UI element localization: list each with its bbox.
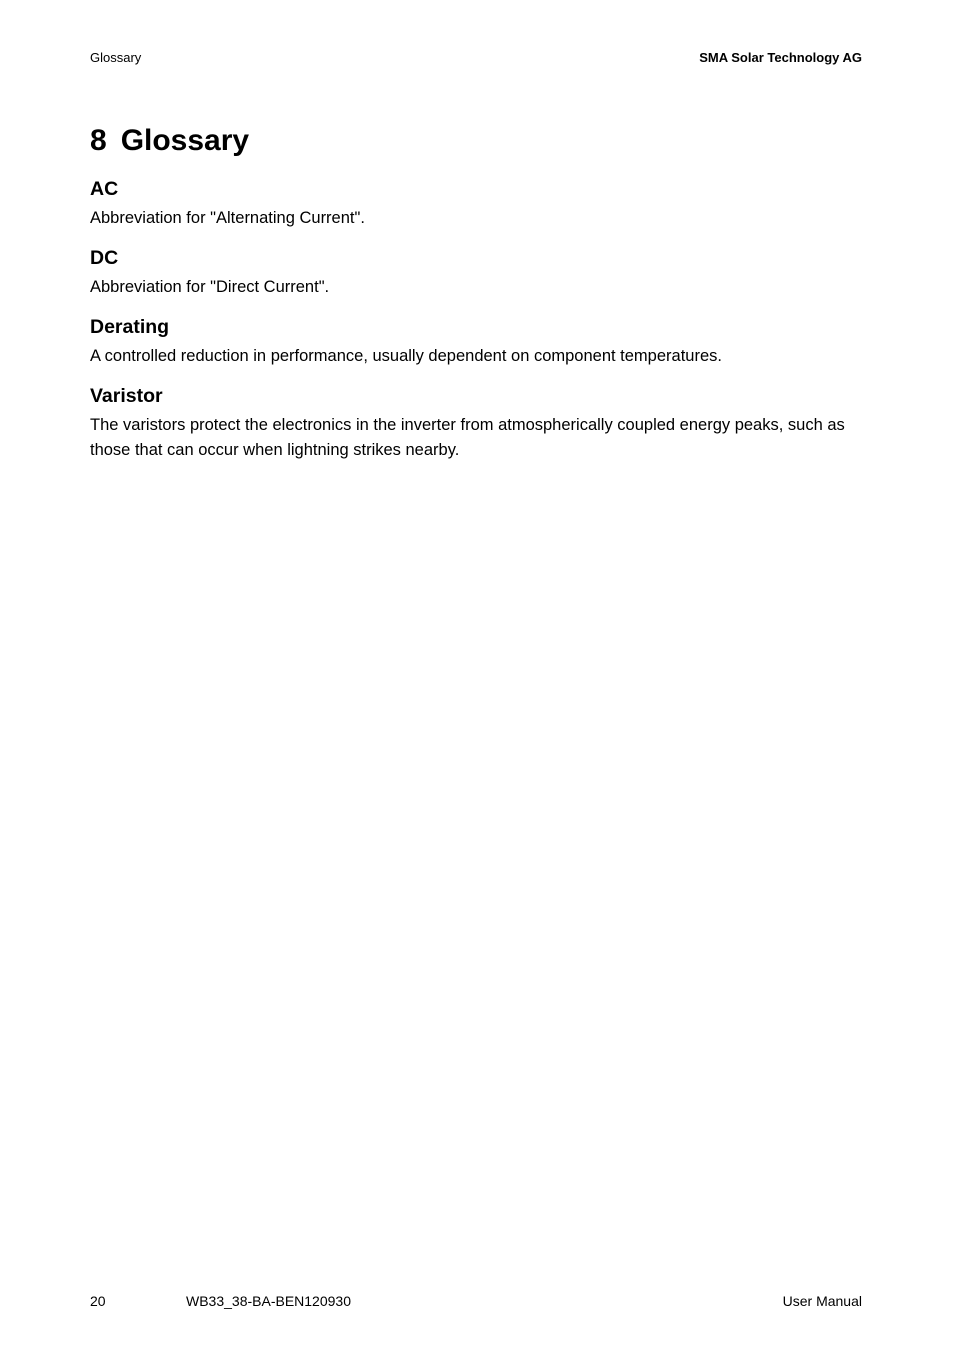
- glossary-entry-dc: [90, 245, 862, 300]
- glossary-term: DC: [90, 247, 119, 269]
- footer-document-code: WB33_38-BA-BEN120930: [186, 1293, 351, 1309]
- header-section-label: Glossary: [90, 50, 142, 65]
- glossary-definition: A controlled reduction in performance, usually dependent on component temperatures.: [90, 347, 722, 365]
- chapter-title-text: Glossary: [120, 124, 250, 157]
- glossary-term: Varistor: [90, 385, 163, 407]
- glossary-term: AC: [90, 178, 119, 200]
- chapter-number: 8: [90, 124, 107, 157]
- glossary-entry-derating: [90, 314, 862, 369]
- glossary-term: Derating: [90, 316, 170, 338]
- glossary-list: [90, 176, 862, 463]
- glossary-definition: Abbreviation for "Direct Current".: [90, 278, 330, 296]
- glossary-entry-varistor: [90, 383, 862, 463]
- header-company-name: SMA Solar Technology AG: [699, 50, 862, 65]
- footer-page-number: 20: [90, 1293, 106, 1309]
- footer-document-type: User Manual: [782, 1293, 862, 1309]
- glossary-definition: The varistors protect the electronics in the inverter from atmospherically coupled energy peaks, such as those that can occur when lightning strikes nearby.: [90, 416, 845, 459]
- glossary-definition: Abbreviation for "Alternating Current".: [90, 209, 365, 227]
- glossary-entry-ac: [90, 176, 862, 231]
- chapter-title: [90, 123, 249, 159]
